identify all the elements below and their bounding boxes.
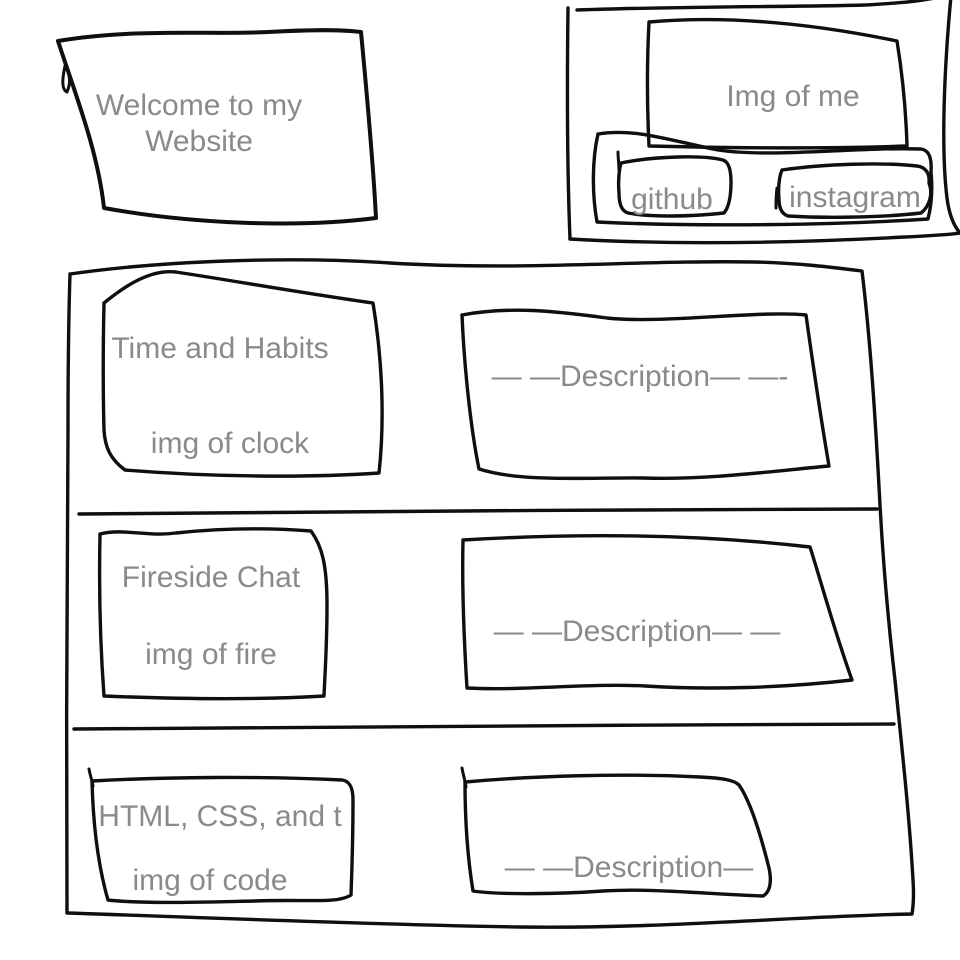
instagram-button[interactable]	[776, 164, 931, 217]
section-1-title: Time and Habits	[111, 332, 329, 365]
github-button-label[interactable]: github	[631, 183, 713, 216]
profile-card-top-edge	[577, 0, 943, 10]
content-grid	[67, 260, 914, 927]
section-1-image-placeholder	[103, 272, 382, 476]
github-button[interactable]	[618, 152, 731, 216]
profile-card-left-edge	[567, 8, 570, 239]
section-2-title: Fireside Chat	[121, 561, 301, 594]
section-2-image-box-outline	[100, 529, 327, 699]
section-2-description-box-outline	[463, 536, 852, 689]
section-3-title: HTML, CSS, and t	[98, 800, 342, 833]
github-button-pen-tick	[618, 152, 619, 170]
section-row-1	[103, 272, 829, 479]
section-row-2	[100, 529, 852, 699]
section-1-description-box-outline	[462, 310, 829, 478]
hero-card-pen-loop	[63, 66, 70, 92]
section-2-image-placeholder	[100, 529, 327, 699]
section-2-image-label: img of fire	[145, 638, 277, 671]
section-1-description-box	[462, 310, 829, 478]
row-divider-1	[79, 509, 877, 514]
instagram-button-pen-tick	[776, 188, 777, 208]
section-2-description-box	[463, 536, 852, 689]
section-3-description-box-pen-tick	[462, 768, 466, 787]
instagram-button-label[interactable]: instagram	[789, 181, 921, 214]
profile-card	[567, 0, 960, 243]
profile-card-bottom-edge	[570, 233, 960, 243]
hero-card	[58, 30, 376, 223]
section-3-image-box-pen-tick	[89, 769, 93, 786]
section-row-3	[89, 768, 770, 902]
section-2-description: — —Description— —	[493, 615, 781, 648]
section-1-image-label: img of clock	[150, 427, 310, 460]
section-3-description: — —Description—	[504, 851, 754, 884]
profile-image-placeholder	[648, 20, 908, 148]
row-divider-2	[74, 724, 894, 729]
section-1-description: — —Description— —-	[491, 360, 789, 393]
profile-image-label: Img of me	[726, 80, 860, 113]
profile-card-right-edge	[944, 0, 960, 233]
section-3-image-placeholder	[89, 769, 353, 902]
section-3-description-box	[462, 768, 770, 896]
hero-title-line2: Website	[145, 125, 253, 158]
hero-title-line1: Welcome to my	[95, 89, 303, 122]
section-3-image-label: img of code	[132, 864, 288, 897]
